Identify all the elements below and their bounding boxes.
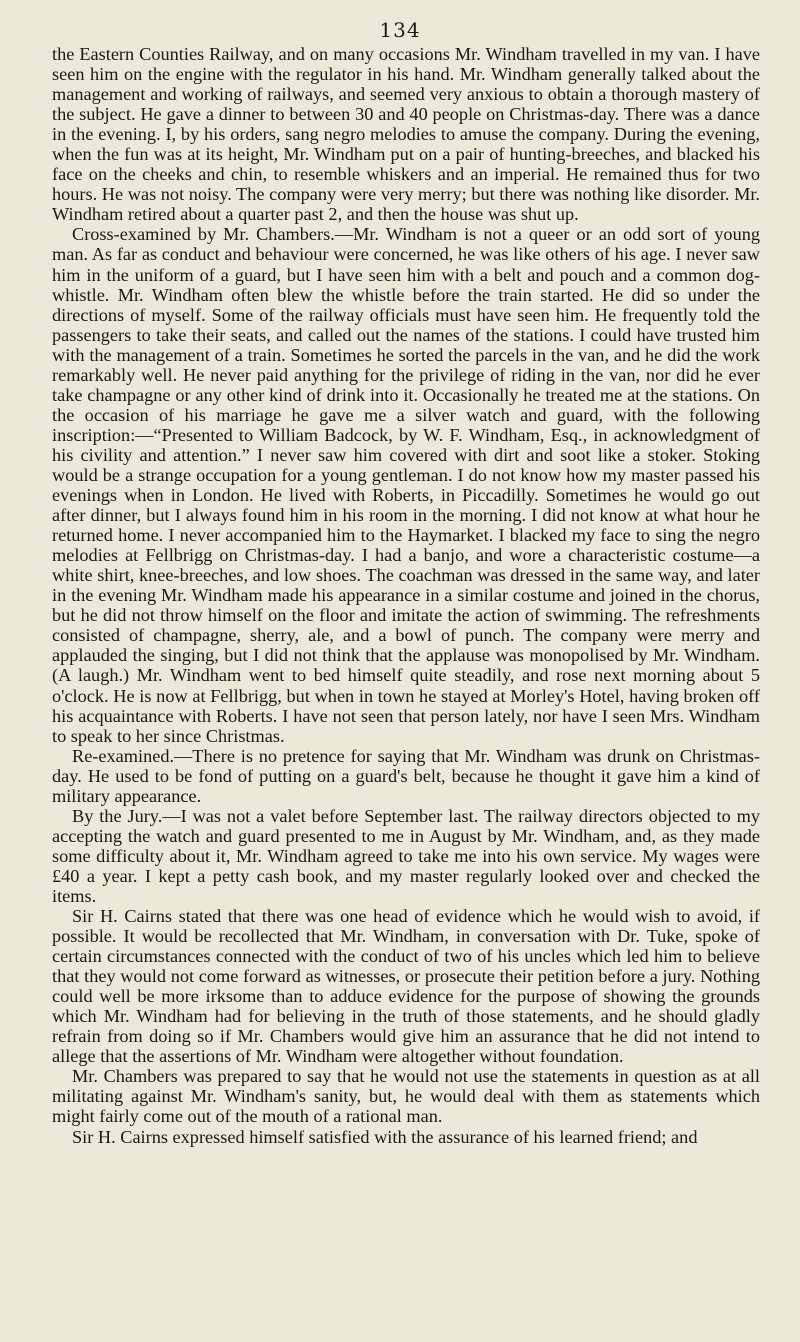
paragraph: Mr. Chambers was prepared to say that he would not use the statements in question as at all militating against Mr. Windham's sanity, but, he would deal with them as statements which might fairly come out of the mouth of a rational man. (52, 1066, 760, 1127)
paragraph: Sir H. Cairns expressed himself satisfied with the assurance of his learned friend; and (72, 1126, 698, 1147)
paragraph: Cross-examined by Mr. Chambers.—Mr. Windham is not a queer or an odd sort of young man. As far as conduct and behaviour were concerned, he was like others of his age. I never saw him in the uniform of a guard, but I have seen him with a belt and pouch and a common dog-whistle. Mr. Windham often blew the whistle before the train started. He did so under the directions of myself. Some of the railway officials must have seen him. He frequently told the passengers to take their seats, and called out the names of the stations. I could have trusted him with the management of a train. Sometimes he sorted the parcels in the van, and he did the work remarkably well. He never paid anything for the privilege of riding in the van, nor did he ever take champagne or any other kind of drink into it. Occasionally he treated me at the stations. On the occasion of his marriage he gave me a silver watch and guard, with the following inscription:—“Presented to William Badcock, by W. F. Windham, Esq., in acknowledgment of his civility and attention.” I never saw him covered with dirt and soot like a stoker. Stoking would be a strange occupation for a young gentleman. I do not know how my master passed his evenings when in London. He lived with Roberts, in Piccadilly. Sometimes he would go out after dinner, but I always found him in his room in the morning. I did not know at what hour he returned home. I never accompanied him to the Haymarket. I blacked my face to sing the negro melodies at Fellbrigg on Christmas-day. I had a banjo, and wore a characteristic costume—a white shirt, knee-breeches, and low shoes. The coachman was dressed in the same way, and later in the evening Mr. Windham made his appearance in a similar costume and joined in the chorus, but he did not throw himself on the floor and imitate the action of swimming. The refreshments consisted of champagne, sherry, ale, and a bowl of punch. The company were merry and applauded the singing, but I did not think that the applause was monopolised by Mr. Windham. (A laugh.) Mr. Windham went to bed himself quite steadily, and rose next morning about 5 o'clock. He is now at Fellbrigg, but when in town he stayed at Morley's Hotel, having broken off his acquaintance with Roberts. I have not seen that person lately, nor have I seen Mrs. Windham to speak to her since Christmas. (52, 224, 760, 746)
paragraph: the Eastern Counties Railway, and on many occasions Mr. Windham travelled in my van. I have seen him on the engine with the regulator in his hand. Mr. Windham generally talked about the management and working of railways, and seemed very anxious to obtain a thorough mastery of the subject. He gave a dinner to between 30 and 40 people on Christmas-day. There was a dance in the evening. I, by his orders, sang negro melodies to amuse the company. During the evening, when the fun was at its height, Mr. Windham put on a pair of hunting-breeches, and blacked his face on the cheeks and chin, to resemble whiskers and an imperial. He remained thus for two hours. He was not noisy. The company were very merry; but there was nothing like disorder. Mr. Windham retired about a quarter past 2, and then the house was shut up. (52, 44, 760, 225)
paragraph: By the Jury.—I was not a valet before September last. The railway directors objected to my accepting the watch and guard presented to me in August by Mr. Windham, and, as they made some difficulty about it, Mr. Windham agreed to take me into his own service. My wages were £40 a year. I kept a petty cash book, and my master regularly looked over and checked the items. (52, 805, 760, 906)
paragraph: Sir H. Cairns stated that there was one head of evidence which he would wish to avoid, if possible. It would be recollected that Mr. Windham, in conversation with Dr. Tuke, spoke of certain circumstances connected with the conduct of two of his uncles which led him to believe that they would not come forward as witnesses, or prosecute their petition before a jury. Nothing could well be more irksome than to adduce evidence for the purpose of showing the grounds which Mr. Windham had for believing in the truth of those statements, and he should gladly refrain from doing so if Mr. Chambers would give him an assurance that he did not intend to allege that the assertions of Mr. Windham were altogether without foundation. (52, 906, 760, 1067)
paragraph: Re-examined.—There is no pretence for saying that Mr. Windham was drunk on Christmas-day. He used to be fond of putting on a guard's belt, because he thought it gave him a kind of military appearance. (52, 745, 760, 806)
body-text (52, 44, 760, 1147)
page-number: 134 (379, 18, 421, 42)
